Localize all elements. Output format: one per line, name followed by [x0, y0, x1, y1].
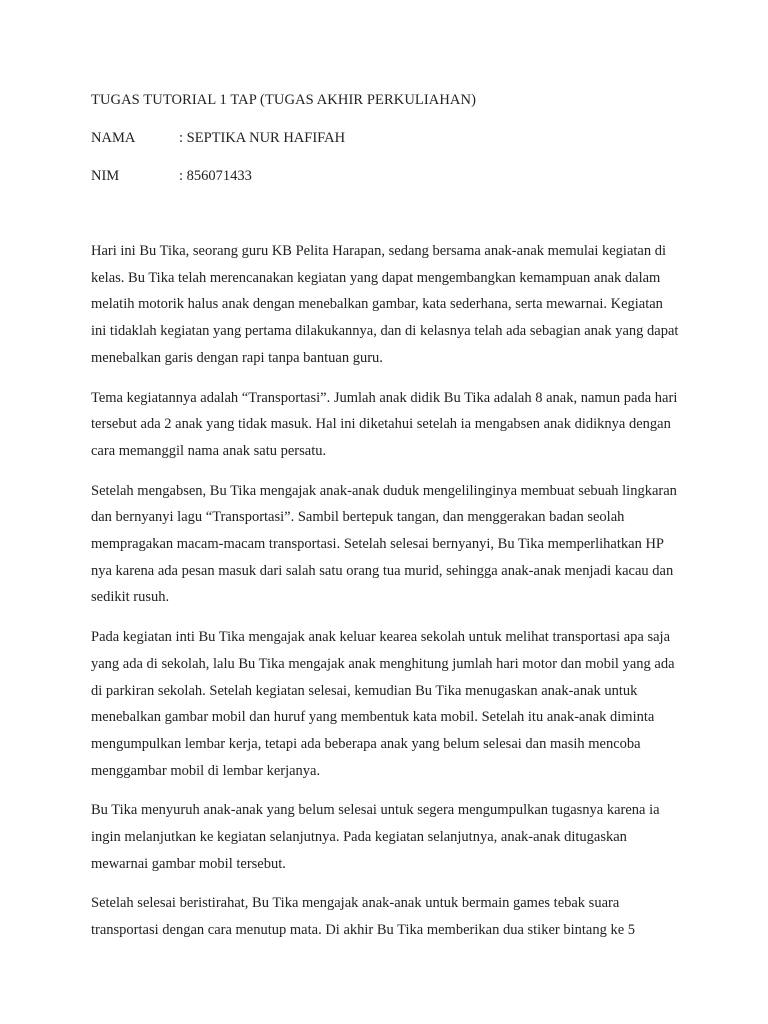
name-value: : SEPTIKA NUR HAFIFAH	[179, 130, 346, 146]
paragraph-5: Bu Tika menyuruh anak-anak yang belum selesai untuk segera mengumpulkan tugasnya karena ia ingin melanjutkan ke kegiatan selanjutnya. Pada kegiatan selanjutnya, anak-anak ditugaskan mewarnai gambar mobil tersebut.	[91, 802, 660, 872]
paragraph-3: Setelah mengabsen, Bu Tika mengajak anak-anak duduk mengelilinginya membuat sebuah lingkaran dan bernyanyi lagu “Transportasi”. Sambil bertepuk tangan, dan menggerakan badan seolah mempragakan macam-macam transportasi. Setelah selesai bernyanyi, Bu Tika memperlihatkan HP nya karena ada pesan masuk dari salah satu orang tua murid, sehingga anak-anak menjadi kacau dan sedikit rusuh.	[91, 482, 677, 606]
nim-field	[91, 168, 252, 185]
nim-value: : 856071433	[179, 168, 252, 184]
name-label: NAMA	[91, 130, 136, 146]
name-field	[91, 130, 345, 147]
paragraph-4: Pada kegiatan inti Bu Tika mengajak anak keluar kearea sekolah untuk melihat transportasi apa saja yang ada di sekolah, lalu Bu Tika mengajak anak menghitung jumlah hari motor dan mobil yang ada di parkiran sekolah. Setelah kegiatan selesai, kemudian Bu Tika menugaskan anak-anak untuk menebalkan gambar mobil dan huruf yang membentuk kata mobil. Setelah itu anak-anak diminta mengumpulkan lembar kerja, tetapi ada beberapa anak yang belum selesai dan masih mencoba menggambar mobil di lembar kerjanya.	[91, 629, 675, 779]
paragraph-1: Hari ini Bu Tika, seorang guru KB Pelita Harapan, sedang bersama anak-anak memulai kegiatan di kelas. Bu Tika telah merencanakan kegiatan yang dapat mengembangkan kemampuan anak dalam melatih motorik halus anak dengan menebalkan gambar, kata sederhana, serta mewarnai. Kegiatan ini tidaklah kegiatan yang pertama dilakukannya, dan di kelasnya telah ada sebagian anak yang dapat menebalkan garis dengan rapi tanpa bantuan guru.	[91, 243, 679, 366]
document-body	[91, 238, 681, 957]
paragraph-6: Setelah selesai beristirahat, Bu Tika mengajak anak-anak untuk bermain games tebak suara transportasi dengan cara menutup mata. Di akhir Bu Tika memberikan dua stiker bintang ke 5	[91, 895, 636, 939]
paragraph-2: Tema kegiatannya adalah “Transportasi”. Jumlah anak didik Bu Tika adalah 8 anak, namun pada hari tersebut ada 2 anak yang tidak masuk. Hal ini diketahui setelah ia mengabsen anak didiknya dengan cara memanggil nama anak satu persatu.	[91, 389, 678, 459]
document-title: TUGAS TUTORIAL 1 TAP (TUGAS AKHIR PERKULIAHAN)	[91, 92, 477, 108]
nim-label: NIM	[91, 168, 120, 184]
